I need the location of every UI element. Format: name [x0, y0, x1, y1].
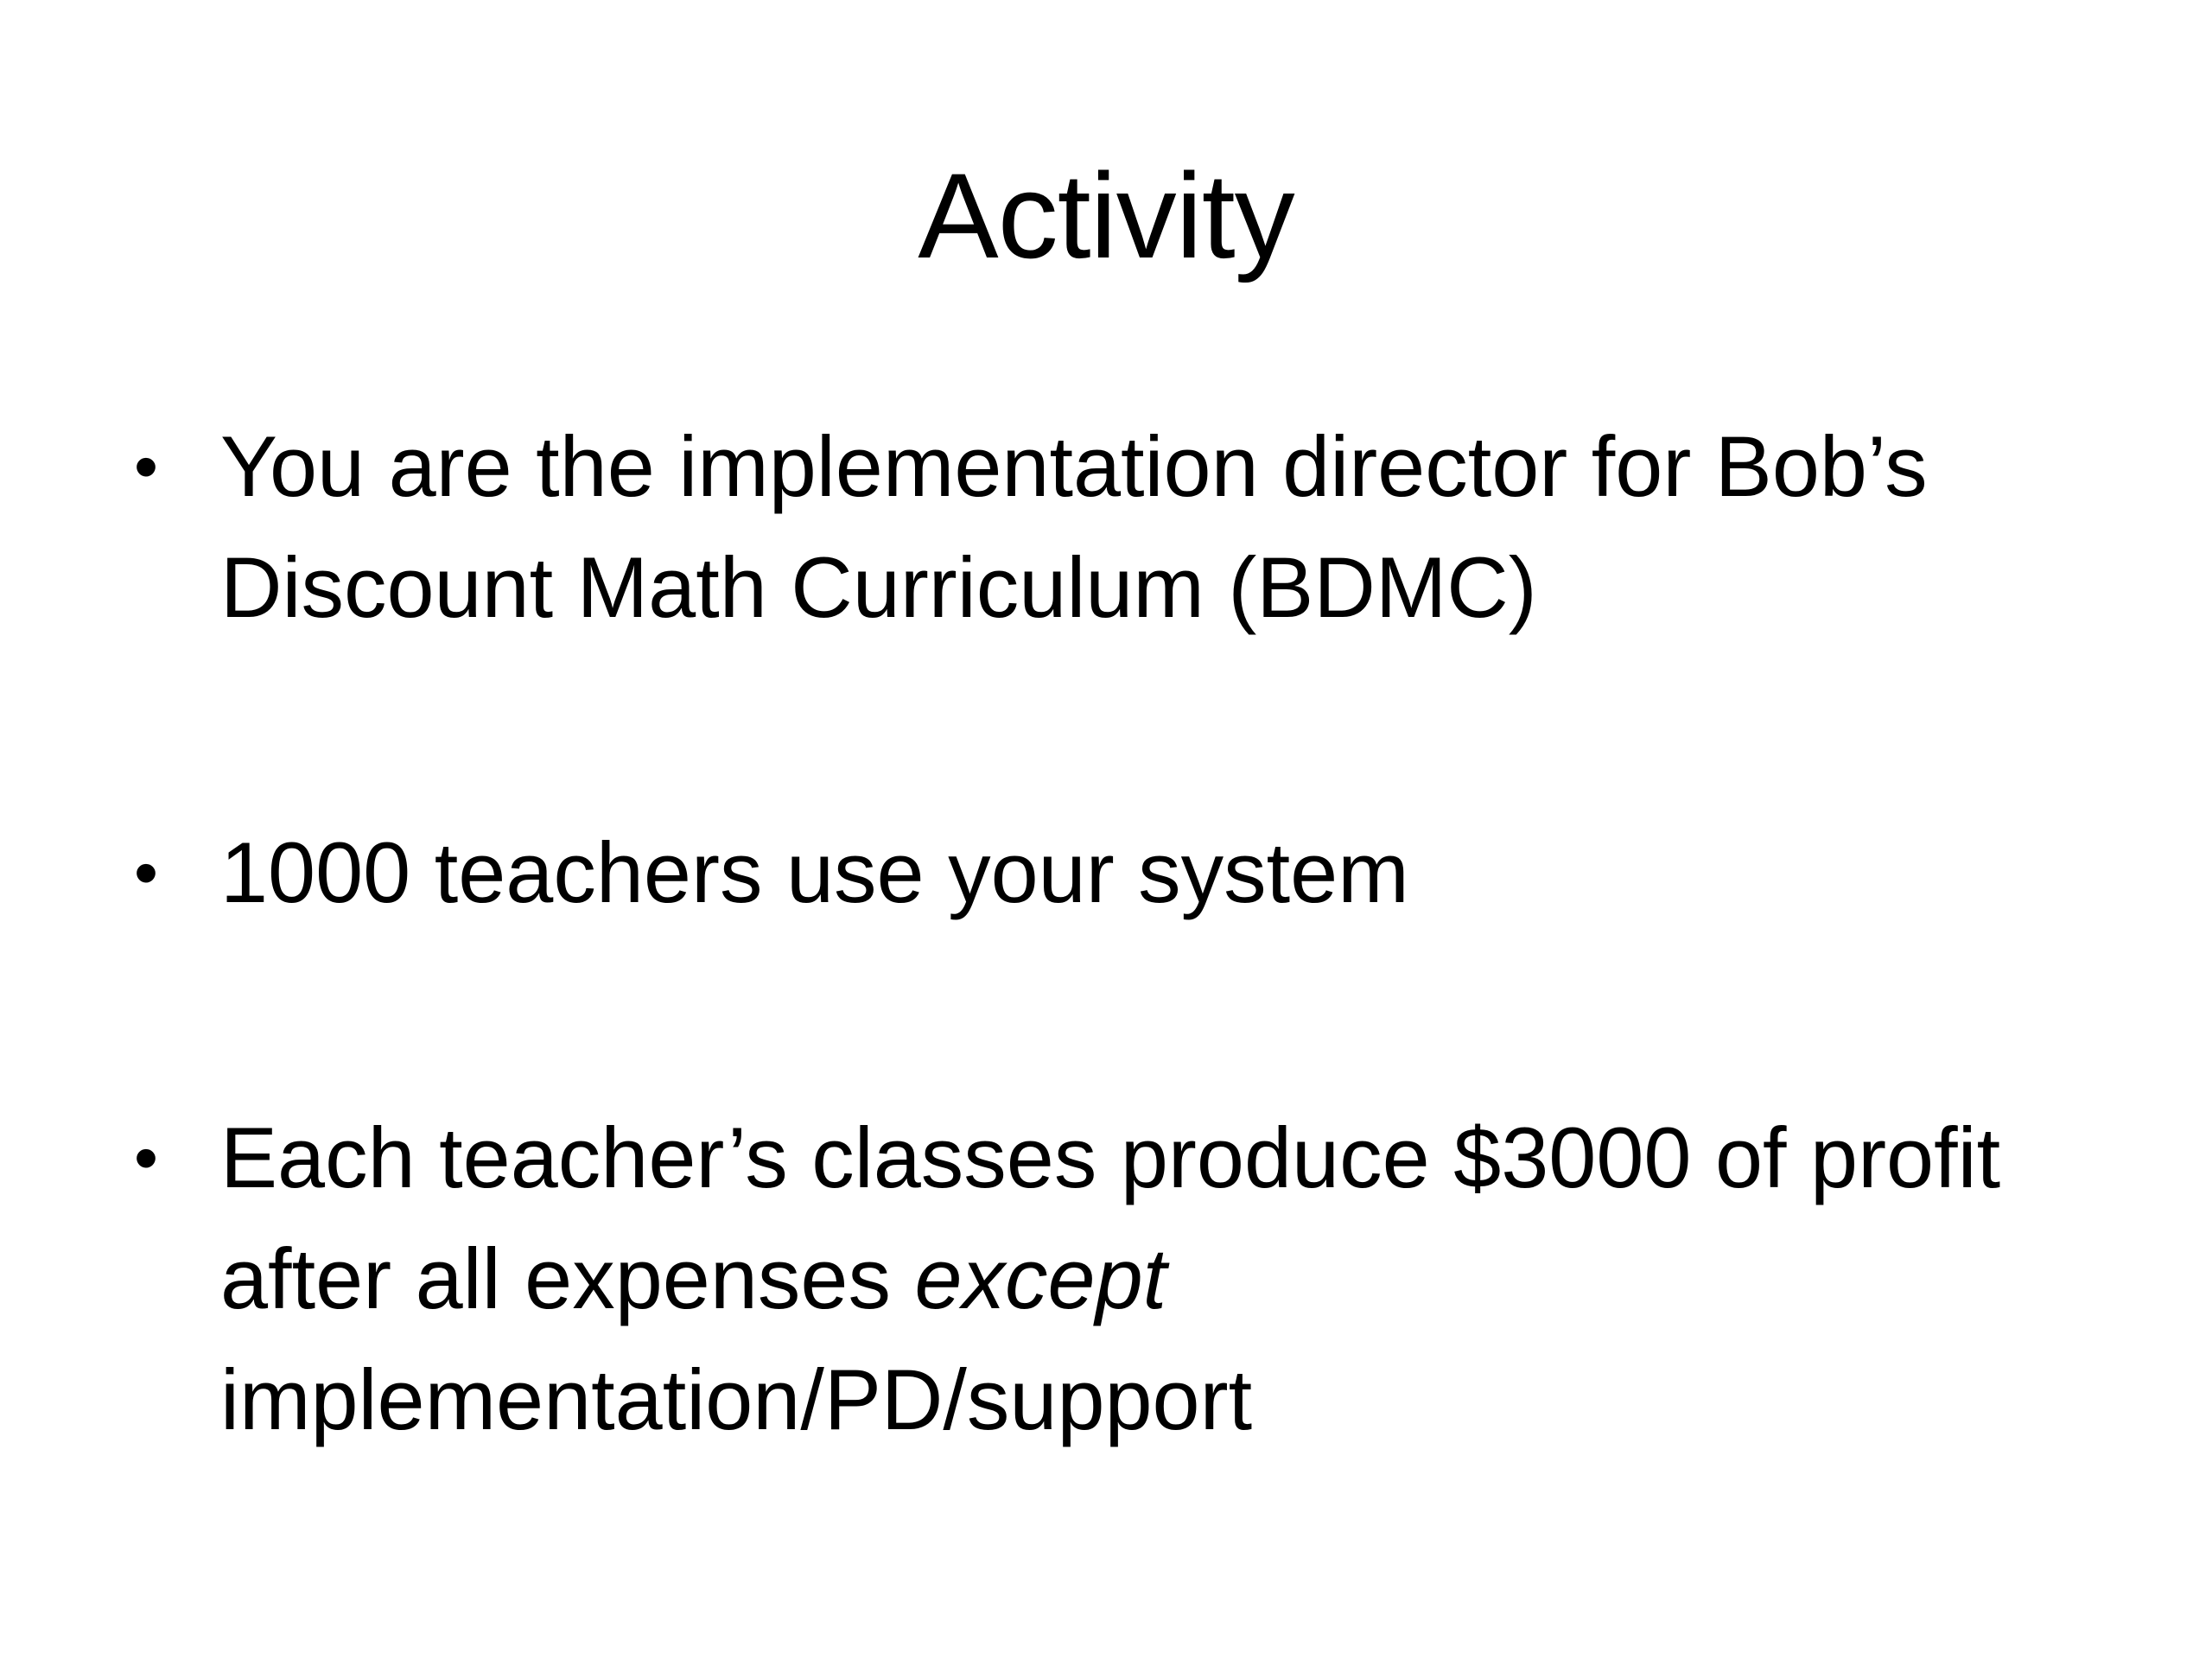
bullet-icon: •: [134, 1119, 159, 1196]
bullet-text: 1000 teachers use your system: [220, 824, 1409, 920]
bullet-icon: •: [134, 428, 159, 505]
bullet-text: You are the implementation director for Bob’s Discount Math Curriculum (BDMC): [220, 418, 1928, 635]
bullet-text: [220, 1109, 2000, 1447]
bullet-item-1: [134, 406, 2121, 648]
bullet-icon: •: [134, 834, 159, 911]
bullet-list: [134, 406, 2121, 1460]
slide-title: Activity: [918, 148, 1294, 283]
bullet-text-before: Each teacher’s classes produce $3000 of profit after all expenses: [220, 1109, 2001, 1326]
bullet-text-emphasis: except: [914, 1230, 1167, 1326]
bullet-item-2: [134, 812, 2121, 933]
bullet-item-3: [134, 1097, 2121, 1460]
bullet-text-after: implementation/PD/support: [220, 1351, 1253, 1447]
